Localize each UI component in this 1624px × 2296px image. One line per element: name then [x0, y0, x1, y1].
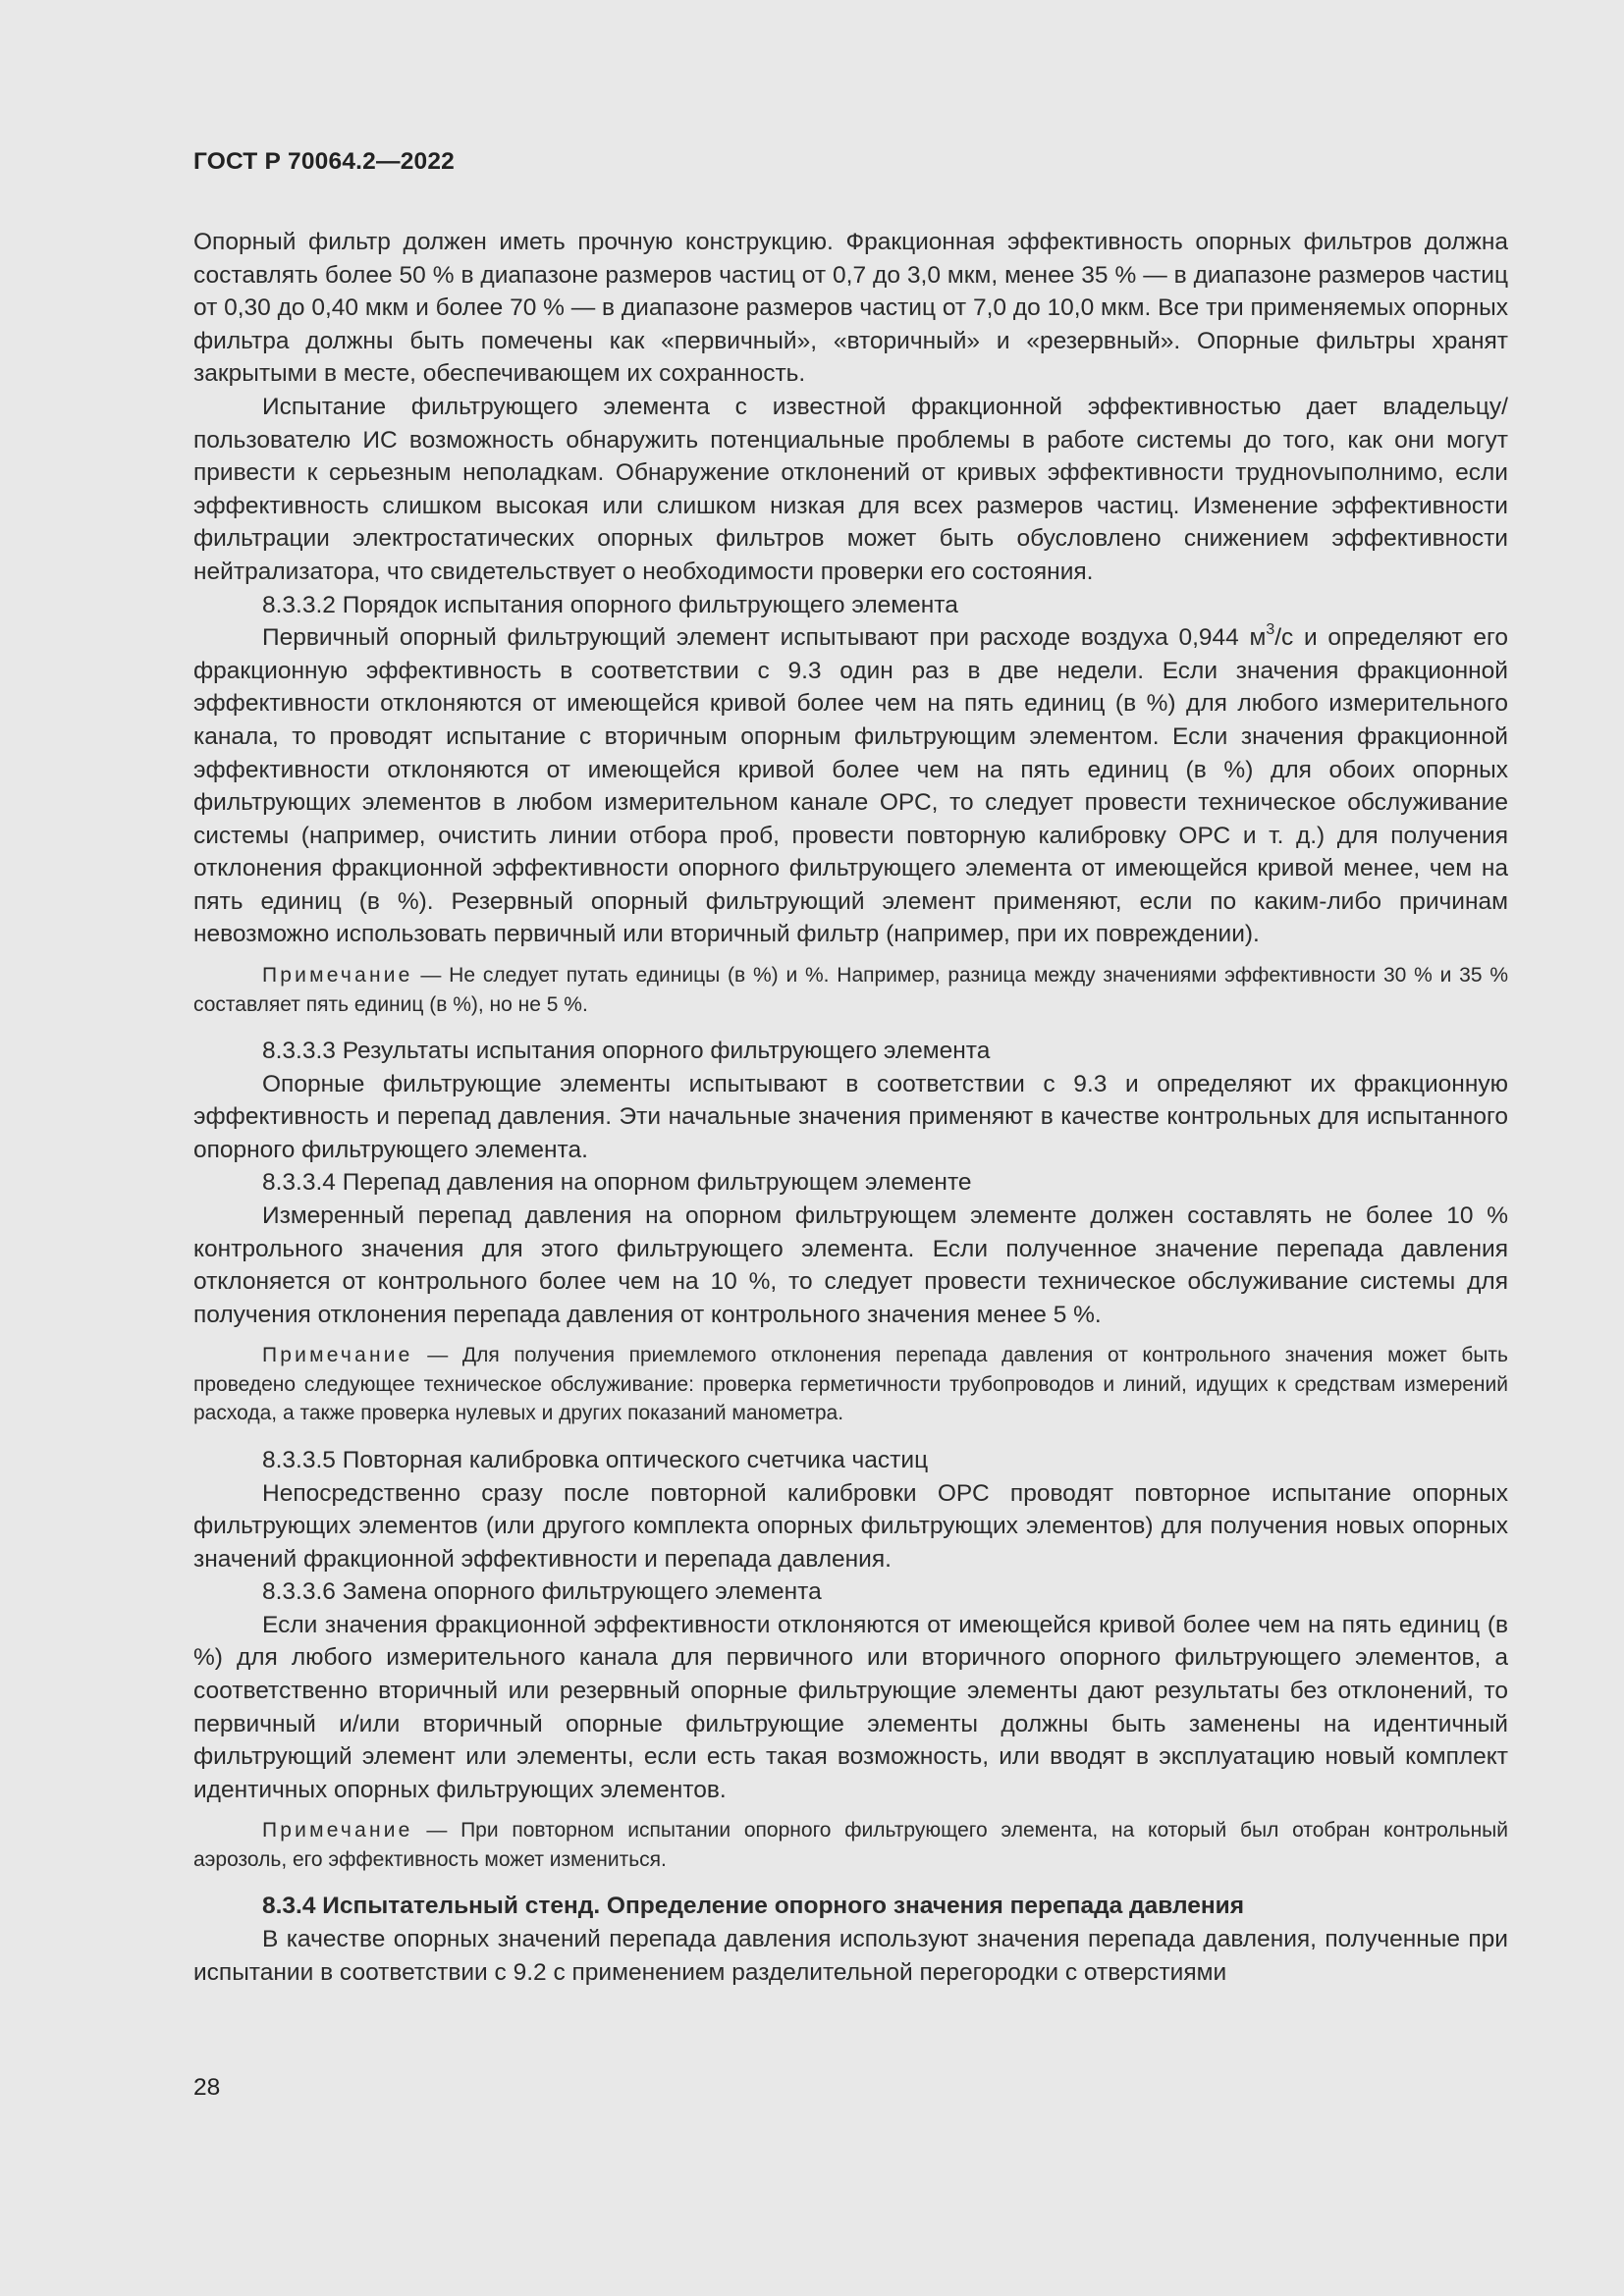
paragraph-test-procedure-part2: /с и определяют его фракционную эффективность в соответствии с 9.3 один раз в две недели. Если значения фракционной эффективности отклоняются от имеющейся кривой более чем на пять единиц (в %) для любого измерительного канала, то проводят испытание с вторичным опорным фильтрующим элементом. Если значения фракционной эффективности отклоняются от имеющейся кривой более чем на пять единиц (в %) для обоих опорных фильтрующих элементов в любом измерительном канале ОРС, то следует провести техническое обслуживание системы (например, очистить линии отбора проб, провести повторную калибровку ОРС и т. д.) для получения отклонения фракционной эффективности опорного фильтрующего элемента от имеющейся кривой менее, чем на пять единиц (в %). Резервный опорный фильтрующий элемент применяют, если по каким-либо причинам невозможно использовать первичный или вторичный фильтр (например, при их повреждении).: [193, 624, 1508, 948]
note-text: — Для получения приемлемого отклонения перепада давления от контрольного значения может быть проведено следующее техническое обслуживание: проверка герметичности трубопроводов и линий, идущих к средствам измерений расхода, а также проверка нулевых и других показаний манометра.: [193, 1344, 1508, 1425]
note-retest: [193, 1816, 1508, 1874]
page-number: 28: [193, 2074, 221, 2101]
section-heading-8-3-4: 8.3.4 Испытательный стенд. Определение опорного значения перепада давления: [262, 1893, 1244, 1920]
paragraph-pressure-drop: Измеренный перепад давления на опорном фильтрующем элементе должен составлять не более 10 % контрольного значения для этого фильтрующего элемента. Если полученное значение перепада давления отклоняется от контрольного более чем на 10 %, то следует провести техническое обслуживание системы для получения отклонения перепада давления от контрольного значения менее 5 %.: [193, 1202, 1508, 1328]
note-label: Примечание: [262, 1344, 413, 1367]
paragraph-test-results: Опорные фильтрующие элементы испытывают в соответствии с 9.3 и определяют их фракционную эффективность и перепад давления. Эти начальные значения применяют в качестве контрольных для испытанного опорного фильтрующего элемента.: [193, 1070, 1508, 1163]
note-text: — При повторном испытании опорного фильтрующего элемента, на который был отобран контрольный аэрозоль, его эффективность может измениться.: [193, 1819, 1508, 1871]
paragraph-filter-testing-purpose: Испытание фильтрующего элемента с известной фракционной эффективностью дает владельцу/ пользователю ИС возможность обнаружить потенциальные проблемы в работе системы до того, как они могут привести к серьезным неполадкам. Обнаружение отклонений от кривых эффективности труднovыполнимо, если эффективность слишком высокая или слишком низкая для всех размеров частиц. Изменение эффективности фильтрации электростатических опорных фильтров может быть обусловлено снижением эффективности нейтрализатора, что свидетельствует о необходимости проверки его состояния.: [193, 393, 1508, 585]
superscript-cubic: 3: [1266, 620, 1275, 638]
note-label: Примечание: [262, 964, 413, 988]
note-label: Примечание: [262, 1819, 413, 1842]
paragraph-filter-replacement: Если значения фракционной эффективности отклоняются от имеющейся кривой более чем на пять единиц (в %) для любого измерительного канала для первичного или вторичного опорного фильтрующего элементов, а соответственно вторичный или резервный опорные фильтрующие элементы дают результаты без отклонений, то первичный и/или вторичный опорные фильтрующие элементы должны быть заменены на идентичный фильтрующий элемент или элементы, если есть такая возможность, или вводят в эксплуатацию новый комплект идентичных опорных фильтрующих элементов.: [193, 1611, 1508, 1803]
body-text: [193, 226, 1508, 1989]
section-heading-8-3-3-3: 8.3.3.3 Результаты испытания опорного фильтрующего элемента: [262, 1038, 991, 1065]
note-maintenance: [193, 1341, 1508, 1428]
section-heading-8-3-3-4: 8.3.3.4 Перепад давления на опорном фильтрующем элементе: [262, 1169, 972, 1197]
paragraph-test-procedure-part1: Первичный опорный фильтрующий элемент испытывают при расходе воздуха 0,944 м: [262, 624, 1267, 652]
note-text: — Не следует путать единицы (в %) и %. Например, разница между значениями эффективности 30 % и 35 % составляет пять единиц (в %), но не 5 %.: [193, 964, 1508, 1016]
document-code-header: ГОСТ Р 70064.2—2022: [193, 148, 455, 175]
section-heading-8-3-3-5: 8.3.3.5 Повторная калибровка оптического счетчика частиц: [262, 1446, 929, 1473]
paragraph-reference-filter-requirements: Опорный фильтр должен иметь прочную конструкцию. Фракционная эффективность опорных фильтров должна составлять более 50 % в диапазоне размеров частиц от 0,7 до 3,0 мкм, менее 35 % — в диапазоне размеров частиц от 0,30 до 0,40 мкм и более 70 % — в диапазоне размеров частиц от 7,0 до 10,0 мкм. Все три применяемых опорных фильтра должны быть помечены как «первичный», «вторичный» и «резервный». Опорные фильтры хранят закрытыми в месте, обеспечивающем их сохранность.: [193, 229, 1508, 388]
section-heading-8-3-3-2: 8.3.3.2 Порядок испытания опорного фильтрующего элемента: [262, 591, 958, 618]
section-heading-8-3-3-6: 8.3.3.6 Замена опорного фильтрующего элемента: [262, 1578, 822, 1606]
paragraph-test-stand: В качестве опорных значений перепада давления используют значения перепада давления, полученные при испытании в соответствии с 9.2 с применением разделительной перегородки с отверстиями: [193, 1926, 1508, 1986]
paragraph-recalibration: Непосредственно сразу после повторной калибровки ОРС проводят повторное испытание опорных фильтрующих элементов (или другого комплекта опорных фильтрующих элементов) для получения новых опорных значений фракционной эффективности и перепада давления.: [193, 1479, 1508, 1573]
note-units: [193, 961, 1508, 1019]
paragraph-test-procedure: [193, 621, 1508, 951]
